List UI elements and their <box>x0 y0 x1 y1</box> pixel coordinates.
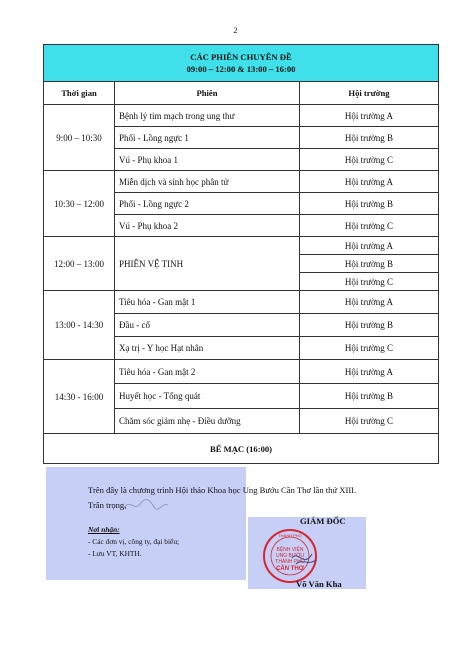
recipient-item: - Lưu VT, KHTH. <box>88 549 142 558</box>
time-slot: 12:00 – 13:00 <box>44 237 115 291</box>
table-row <box>44 105 439 127</box>
hall-name: Hội trường B <box>300 127 439 149</box>
table-row <box>44 237 439 255</box>
session-name: Vú - Phụ khoa 2 <box>115 215 300 237</box>
hall-name: Hội trường C <box>300 409 439 434</box>
director-title: GIÁM ĐỐC <box>300 516 346 526</box>
page-number: 2 <box>233 26 238 35</box>
table-title <box>44 45 439 82</box>
session-name: Bệnh lý tim mạch trong ung thư <box>115 105 300 127</box>
table-title-row <box>44 45 439 82</box>
stamp-text: THÀNH PHỐ <box>275 559 305 565</box>
stamp-text: BỆNH VIỆN <box>276 547 304 553</box>
hall-name: Hội trường B <box>300 255 439 273</box>
hall-name: Hội trường B <box>300 384 439 409</box>
closing-label: BẾ MẠC (16:00) <box>44 434 439 464</box>
hall-name: Hội trường C <box>300 215 439 237</box>
table-row <box>44 291 439 314</box>
time-slot: 9:00 – 10:30 <box>44 105 115 171</box>
hall-name: Hội trường B <box>300 193 439 215</box>
hall-name: Hội trường C <box>300 149 439 171</box>
stamp-text: THÀNH PHỐ <box>278 533 302 538</box>
session-name: Miễn dịch và sinh học phân tử <box>115 171 300 193</box>
recipients-block <box>88 524 179 560</box>
program-statement: Trên đây là chương trình Hội thảo Khoa học Ung Bướu Cần Thơ lần thứ XIII. <box>88 485 357 495</box>
hall-name: Hội trường A <box>300 105 439 127</box>
session-name: Huyết học - Tổng quát <box>115 384 300 409</box>
schedule-table <box>43 44 439 464</box>
table-row <box>44 171 439 193</box>
session-name: Phổi - Lồng ngực 2 <box>115 193 300 215</box>
recipients-label: Nơi nhận: <box>88 525 120 534</box>
stamp-text: CẦN THƠ <box>276 566 304 572</box>
recipient-item: - Các đơn vị, công ty, đại biểu; <box>88 537 180 546</box>
closing-row <box>44 434 439 464</box>
header-time: Thời gian <box>44 82 115 105</box>
hospital-stamp <box>262 528 318 584</box>
time-slot: 14:30 - 16:00 <box>44 360 115 434</box>
session-name: Tiêu hóa - Gan mật 2 <box>115 360 300 384</box>
session-name: Phổi - Lồng ngực 1 <box>115 127 300 149</box>
hall-name: Hội trường A <box>300 237 439 255</box>
hall-name: Hội trường A <box>300 291 439 314</box>
table-title-line2: 09:00 – 12:00 & 13:00 – 16:00 <box>186 64 296 74</box>
regards-text: Trân trọng, <box>88 500 127 510</box>
header-row <box>44 82 439 105</box>
session-name: Tiêu hóa - Gan mật 1 <box>115 291 300 314</box>
session-name: PHIÊN VỆ TINH <box>115 237 300 291</box>
hall-name: Hội trường C <box>300 273 439 291</box>
hall-name: Hội trường A <box>300 171 439 193</box>
header-hall: Hội trường <box>300 82 439 105</box>
time-slot: 13:00 - 14:30 <box>44 291 115 360</box>
header-session: Phiên <box>115 82 300 105</box>
session-name: Vú - Phụ khoa 1 <box>115 149 300 171</box>
stamp-text: UNG BƯỚU <box>275 553 305 559</box>
session-name: Đầu - cổ <box>115 314 300 337</box>
hall-name: Hội trường C <box>300 337 439 360</box>
session-name: Xạ trị - Y học Hạt nhân <box>115 337 300 360</box>
director-name: Võ Văn Kha <box>296 579 342 589</box>
hall-name: Hội trường A <box>300 360 439 384</box>
initial-signature <box>122 496 170 514</box>
table-title-line1: CÁC PHIÊN CHUYÊN ĐỀ <box>190 52 292 62</box>
session-name: Chăm sóc giảm nhẹ - Điều dưỡng <box>115 409 300 434</box>
hall-name: Hội trường B <box>300 314 439 337</box>
table-row <box>44 360 439 384</box>
time-slot: 10:30 – 12:00 <box>44 171 115 237</box>
